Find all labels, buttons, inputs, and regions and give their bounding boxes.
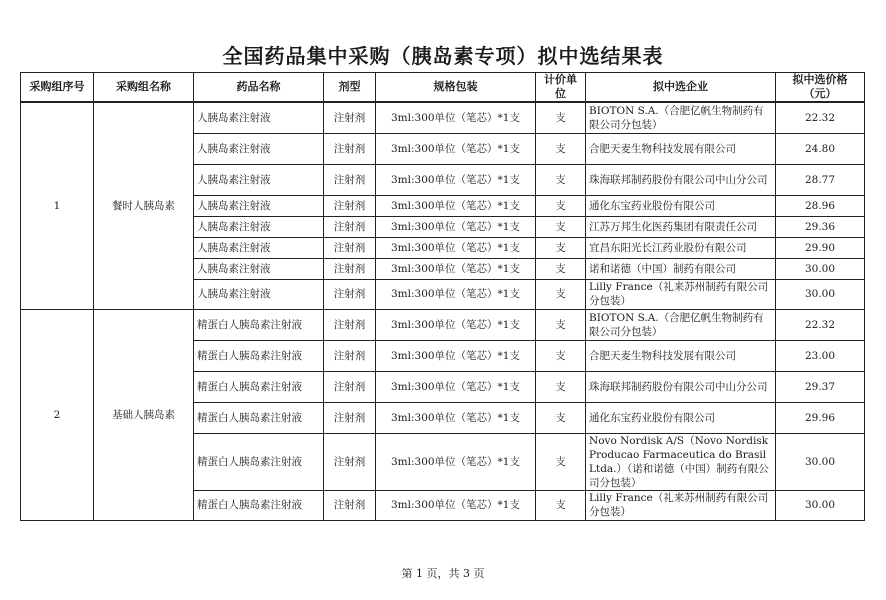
table-row [21, 102, 865, 133]
unit-cell: 支 [536, 433, 586, 490]
form-cell: 注射剂 [324, 164, 376, 195]
unit-cell: 支 [536, 133, 586, 164]
unit-cell: 支 [536, 258, 586, 279]
drug-cell: 人胰岛素注射液 [194, 279, 324, 309]
price-cell: 23.00 [776, 340, 865, 371]
unit-cell: 支 [536, 309, 586, 340]
price-cell: 22.32 [776, 309, 865, 340]
drug-cell: 人胰岛素注射液 [194, 195, 324, 216]
group-name-cell: 餐时人胰岛素 [94, 102, 194, 309]
company-cell: 通化东宝药业股份有限公司 [586, 195, 776, 216]
spec-cell: 3ml:300单位（笔芯）*1支 [376, 433, 536, 490]
price-cell: 22.32 [776, 102, 865, 133]
unit-cell: 支 [536, 195, 586, 216]
spec-cell: 3ml:300单位（笔芯）*1支 [376, 371, 536, 402]
form-cell: 注射剂 [324, 216, 376, 237]
group-name-cell: 基础人胰岛素 [94, 309, 194, 520]
form-cell: 注射剂 [324, 490, 376, 520]
drug-cell: 精蛋白人胰岛素注射液 [194, 309, 324, 340]
company-cell: Novo Nordisk A/S（Novo Nordisk Producao Farmaceutica do Brasil Ltda.）（诺和诺德（中国）制药有限公司分包装） [586, 433, 776, 490]
unit-cell: 支 [536, 164, 586, 195]
unit-cell: 支 [536, 279, 586, 309]
drug-cell: 人胰岛素注射液 [194, 164, 324, 195]
unit-cell: 支 [536, 216, 586, 237]
form-cell: 注射剂 [324, 279, 376, 309]
form-cell: 注射剂 [324, 237, 376, 258]
page-number-footer: 第 1 页，共 3 页 [401, 567, 485, 580]
header-group-name: 采购组名称 [94, 73, 194, 103]
company-cell: 合肥天麦生物科技发展有限公司 [586, 133, 776, 164]
drug-cell: 人胰岛素注射液 [194, 216, 324, 237]
form-cell: 注射剂 [324, 433, 376, 490]
price-cell: 29.36 [776, 216, 865, 237]
spec-cell: 3ml:300单位（笔芯）*1支 [376, 237, 536, 258]
unit-cell: 支 [536, 102, 586, 133]
price-cell: 30.00 [776, 279, 865, 309]
spec-cell: 3ml:300单位（笔芯）*1支 [376, 195, 536, 216]
header-drug-name: 药品名称 [194, 73, 324, 103]
company-cell: Lilly France（礼来苏州制药有限公司分包装） [586, 490, 776, 520]
unit-cell: 支 [536, 237, 586, 258]
spec-cell: 3ml:300单位（笔芯）*1支 [376, 402, 536, 433]
form-cell: 注射剂 [324, 402, 376, 433]
spec-cell: 3ml:300单位（笔芯）*1支 [376, 279, 536, 309]
drug-cell: 精蛋白人胰岛素注射液 [194, 402, 324, 433]
price-cell: 29.37 [776, 371, 865, 402]
drug-cell: 精蛋白人胰岛素注射液 [194, 433, 324, 490]
header-price: 拟中选价格（元） [776, 73, 865, 103]
form-cell: 注射剂 [324, 371, 376, 402]
unit-cell: 支 [536, 371, 586, 402]
spec-cell: 3ml:300单位（笔芯）*1支 [376, 102, 536, 133]
company-cell: 宜昌东阳光长江药业股份有限公司 [586, 237, 776, 258]
form-cell: 注射剂 [324, 258, 376, 279]
price-cell: 30.00 [776, 258, 865, 279]
unit-cell: 支 [536, 340, 586, 371]
spec-cell: 3ml:300单位（笔芯）*1支 [376, 309, 536, 340]
spec-cell: 3ml:300单位（笔芯）*1支 [376, 216, 536, 237]
header-group-no: 采购组序号 [21, 73, 94, 103]
unit-cell: 支 [536, 402, 586, 433]
drug-cell: 人胰岛素注射液 [194, 237, 324, 258]
company-cell: 珠海联邦制药股份有限公司中山分公司 [586, 371, 776, 402]
company-cell: 合肥天麦生物科技发展有限公司 [586, 340, 776, 371]
company-cell: 珠海联邦制药股份有限公司中山分公司 [586, 164, 776, 195]
drug-cell: 精蛋白人胰岛素注射液 [194, 490, 324, 520]
company-cell: Lilly France（礼来苏州制药有限公司分包装） [586, 279, 776, 309]
price-cell: 29.90 [776, 237, 865, 258]
form-cell: 注射剂 [324, 195, 376, 216]
group-no-cell: 1 [21, 102, 94, 309]
spec-cell: 3ml:300单位（笔芯）*1支 [376, 340, 536, 371]
header-company: 拟中选企业 [586, 73, 776, 103]
form-cell: 注射剂 [324, 309, 376, 340]
results-table [20, 72, 865, 521]
form-cell: 注射剂 [324, 133, 376, 164]
company-cell: BIOTON S.A.（合肥亿帆生物制药有限公司分包装） [586, 309, 776, 340]
company-cell: 江苏万邦生化医药集团有限责任公司 [586, 216, 776, 237]
company-cell: 诺和诺德（中国）制药有限公司 [586, 258, 776, 279]
price-cell: 28.77 [776, 164, 865, 195]
drug-cell: 人胰岛素注射液 [194, 258, 324, 279]
price-cell: 30.00 [776, 433, 865, 490]
price-cell: 29.96 [776, 402, 865, 433]
unit-cell: 支 [536, 490, 586, 520]
drug-cell: 精蛋白人胰岛素注射液 [194, 340, 324, 371]
header-unit: 计价单位 [536, 73, 586, 103]
company-cell: 通化东宝药业股份有限公司 [586, 402, 776, 433]
table-header-row [21, 73, 865, 103]
form-cell: 注射剂 [324, 102, 376, 133]
drug-cell: 精蛋白人胰岛素注射液 [194, 371, 324, 402]
spec-cell: 3ml:300单位（笔芯）*1支 [376, 258, 536, 279]
header-form: 剂型 [324, 73, 376, 103]
group-no-cell: 2 [21, 309, 94, 520]
price-cell: 24.80 [776, 133, 865, 164]
header-spec: 规格包装 [376, 73, 536, 103]
price-cell: 28.96 [776, 195, 865, 216]
spec-cell: 3ml:300单位（笔芯）*1支 [376, 490, 536, 520]
page-title: 全国药品集中采购（胰岛素专项）拟中选结果表 [222, 44, 664, 68]
form-cell: 注射剂 [324, 340, 376, 371]
drug-cell: 人胰岛素注射液 [194, 133, 324, 164]
spec-cell: 3ml:300单位（笔芯）*1支 [376, 164, 536, 195]
drug-cell: 人胰岛素注射液 [194, 102, 324, 133]
price-cell: 30.00 [776, 490, 865, 520]
company-cell: BIOTON S.A.（合肥亿帆生物制药有限公司分包装） [586, 102, 776, 133]
spec-cell: 3ml:300单位（笔芯）*1支 [376, 133, 536, 164]
table-row [21, 309, 865, 340]
